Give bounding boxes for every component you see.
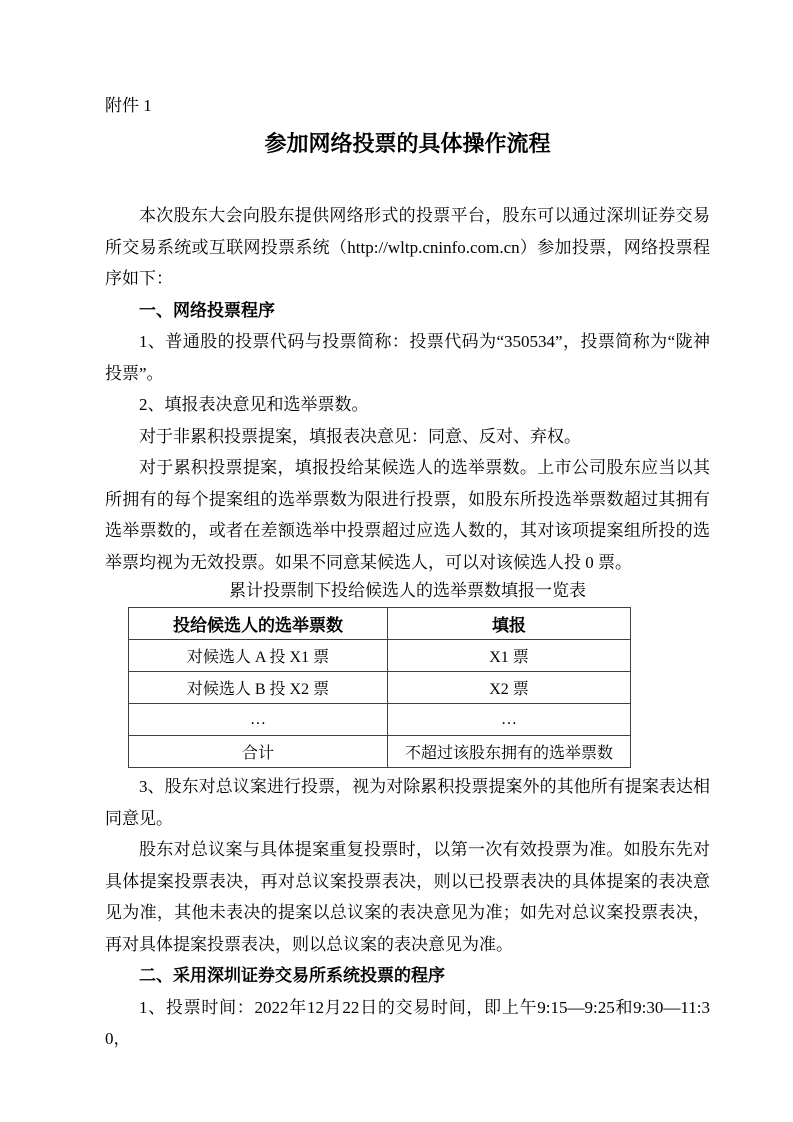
table-cell: X2 票 (388, 672, 631, 704)
table-cell: 不超过该股东拥有的选举票数 (388, 736, 631, 768)
table-header-row (129, 608, 631, 640)
table-cell: 合计 (129, 736, 388, 768)
table-cell: 对候选人 B 投 X2 票 (129, 672, 388, 704)
table-cell: 对候选人 A 投 X1 票 (129, 640, 388, 672)
paragraph-voting-time: 1、投票时间：2022年12月22日的交易时间，即上午9:15—9:25和9:30—11:30， (105, 997, 710, 1048)
table-header-fill-in: 填报 (388, 608, 631, 640)
vote-allocation-table (128, 607, 631, 768)
table-cell: X1 票 (388, 640, 631, 672)
paragraph-voting-code: 1、普通股的投票代码与投票简称：投票代码为“350534”，投票简称为“陇神投票”。 (105, 332, 710, 383)
table-row (129, 640, 631, 672)
paragraph-non-cumulative: 对于非累积投票提案，填报表决意见：同意、反对、弃权。 (139, 426, 581, 446)
paragraph-cumulative: 对于累积投票提案，填报投给某候选人的选举票数。上市公司股东应当以其所拥有的每个提案组的选举票数为限进行投票，如股东所投选举票数超过其拥有选举票数的，或者在差额选举中投票超过应选人数的，其对该项提案组所投的选举票均视为无效投票。如果不同意某候选人，可以对该候选人投 0 票。 (105, 458, 710, 572)
paragraph-duplicate-voting: 股东对总议案与具体提案重复投票时，以第一次有效投票为准。如股东先对具体提案投票表决，再对总议案投票表决，则以已投票表决的具体提案的表决意见为准，其他未表决的提案以总议案的表决意见为准；如先对总议案投票表决，再对具体提案投票表决，则以总议案的表决意见为准。 (105, 840, 710, 954)
section-heading-network-voting-procedure: 一、网络投票程序 (139, 300, 275, 320)
table-header-votes-for-candidate: 投给候选人的选举票数 (129, 608, 388, 640)
page-title: 参加网络投票的具体操作流程 (264, 131, 551, 156)
paragraph-general-proposal: 3、股东对总议案进行投票，视为对除累积投票提案外的其他所有提案表达相同意见。 (105, 777, 710, 828)
attachment-label: 附件 1 (105, 96, 152, 115)
intro-paragraph: 本次股东大会向股东提供网络形式的投票平台，股东可以通过深圳证券交易所交易系统或互联网投票系统（http://wltp.cninfo.com.cn）参加投票，网络投票程序如下： (105, 206, 710, 288)
table-cell: … (129, 704, 388, 736)
table-row (129, 704, 631, 736)
table-caption: 累计投票制下投给候选人的选举票数填报一览表 (229, 581, 586, 600)
table-row (129, 672, 631, 704)
table-row (129, 736, 631, 768)
paragraph-fill-opinion: 2、填报表决意见和选举票数。 (139, 395, 369, 414)
section-heading-szse-system-procedure: 二、采用深圳证券交易所系统投票的程序 (139, 966, 445, 985)
table-cell: … (388, 704, 631, 736)
